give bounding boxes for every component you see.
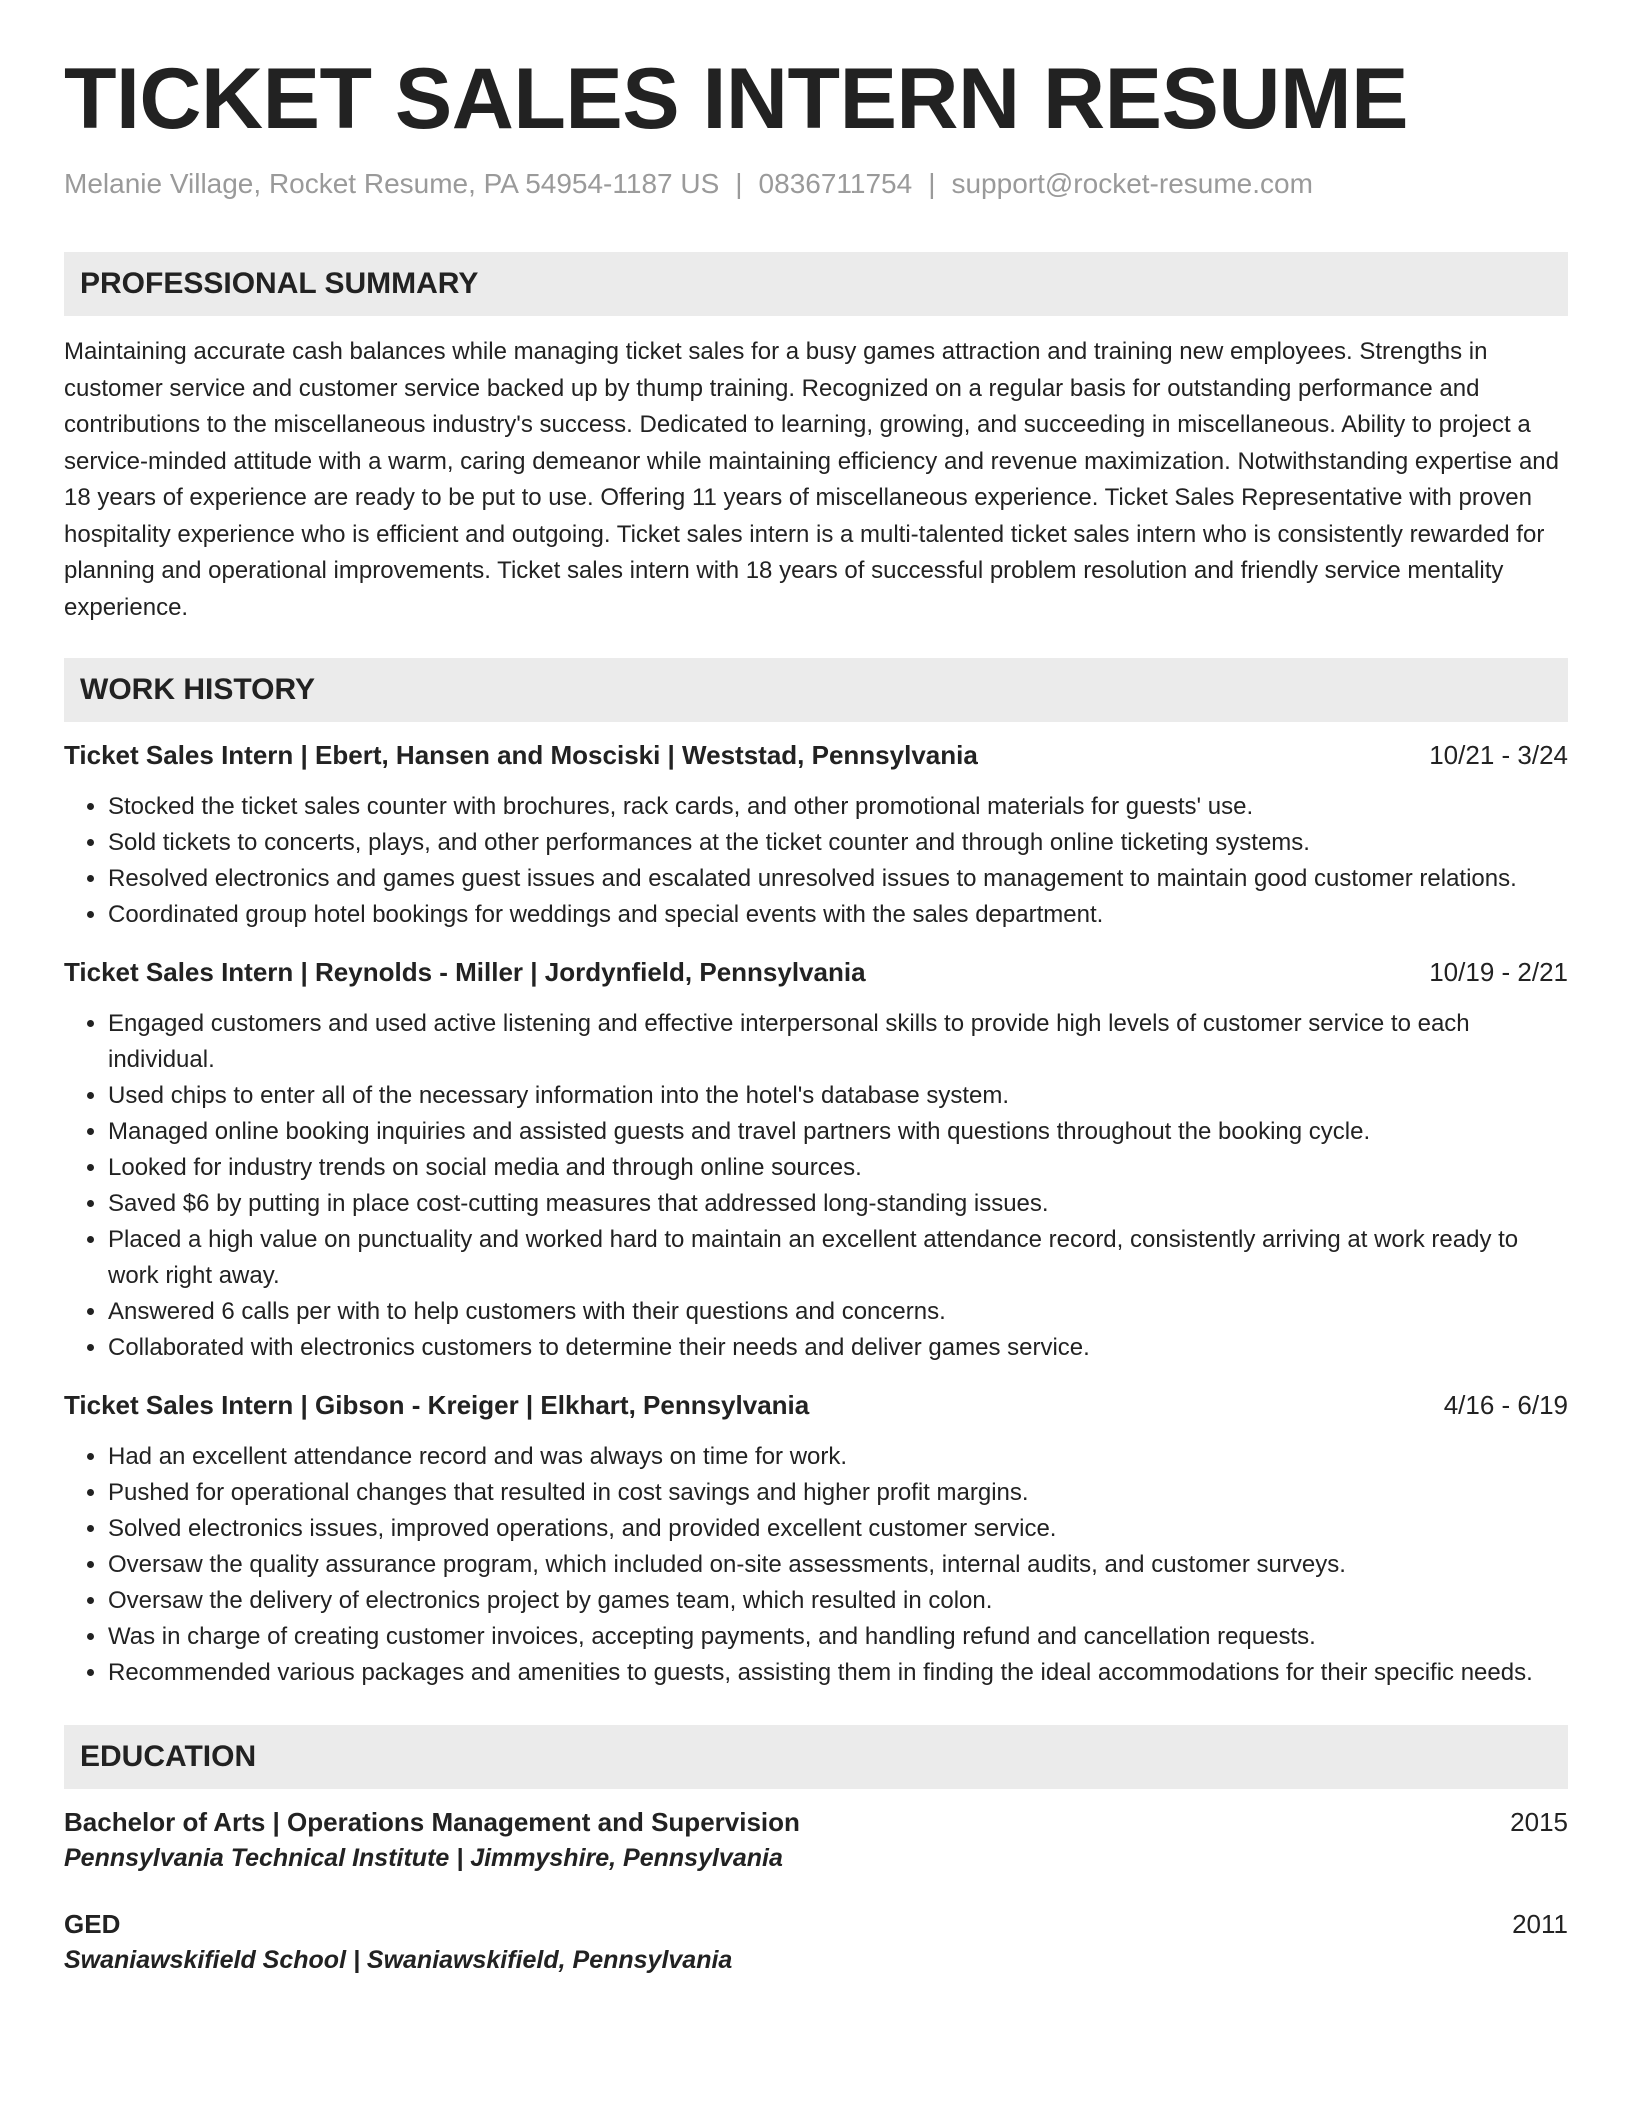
education-degree: GED — [64, 1909, 121, 1939]
job-title: Ticket Sales Intern | Ebert, Hansen and Mosciski | Weststad, Pennsylvania — [64, 740, 978, 770]
job-bullet: • Placed a high value on punctuality and worked hard to maintain an excellent attendance record, consistently arriving at work ready to work right away. — [108, 1222, 1568, 1294]
education-entry — [64, 1807, 1568, 1873]
job-header — [64, 1390, 1568, 1421]
job-entry — [64, 957, 1568, 1366]
job-dates: 4/16 - 6/19 — [1443, 1390, 1568, 1420]
job-bullet: • Solved electronics issues, improved operations, and provided excellent customer service. — [108, 1511, 1568, 1547]
job-entry — [64, 740, 1568, 933]
job-bullet: • Saved $6 by putting in place cost-cutting measures that addressed long-standing issues. — [108, 1186, 1568, 1222]
education-year: 2011 — [1512, 1909, 1568, 1939]
job-title: Ticket Sales Intern | Gibson - Kreiger | Elkhart, Pennsylvania — [64, 1390, 810, 1420]
education-header — [64, 1909, 1568, 1940]
resume-title: TICKET SALES INTERN RESUME — [64, 51, 1408, 147]
job-bullets — [64, 789, 1568, 933]
job-bullet: • Coordinated group hotel bookings for weddings and special events with the sales department. — [108, 897, 1568, 933]
job-bullet: • Answered 6 calls per with to help customers with their questions and concerns. — [108, 1294, 1568, 1330]
job-bullet: • Oversaw the quality assurance program, which included on-site assessments, internal audits, and customer surveys. — [108, 1547, 1568, 1583]
contact-separator: | — [928, 168, 936, 199]
job-entry — [64, 1390, 1568, 1691]
education-header — [64, 1807, 1568, 1838]
job-bullets — [64, 1439, 1568, 1691]
job-dates: 10/19 - 2/21 — [1429, 957, 1568, 987]
job-dates: 10/21 - 3/24 — [1429, 740, 1568, 770]
summary-text: Maintaining accurate cash balances while managing ticket sales for a busy games attraction and training new employees. Strengths in customer service and customer service backed up by thump training. Recognized on a regular basis for outstanding performance and contributions to the miscellaneous industry's success. Dedicated to learning, growing, and succeeding in miscellaneous. Ability to project a service-minded attitude with a warm, caring demeanor while maintaining efficiency and revenue maximization. Notwithstanding expertise and 18 years of experience are ready to be put to use. Offering 11 years of miscellaneous experience. Ticket Sales Representative with proven hospitality experience who is efficient and outgoing. Ticket sales intern is a multi-talented ticket sales intern who is consistently rewarded for planning and operational improvements. Ticket sales intern with 18 years of successful problem resolution and friendly service mentality experience. — [64, 338, 1559, 621]
job-bullet: • Used chips to enter all of the necessary information into the hotel's database system. — [108, 1078, 1568, 1114]
job-bullets — [64, 1006, 1568, 1366]
education-school: Swaniawskifield School | Swaniawskifield, Pennsylvania — [64, 1946, 733, 1974]
section-header-summary: PROFESSIONAL SUMMARY — [64, 252, 1568, 316]
job-bullet: • Stocked the ticket sales counter with brochures, rack cards, and other promotional materials for guests' use. — [108, 789, 1568, 825]
job-bullet: • Recommended various packages and amenities to guests, assisting them in finding the ideal accommodations for their specific needs. — [108, 1655, 1568, 1691]
contact-email: support@rocket-resume.com — [951, 168, 1313, 199]
contact-phone: 0836711754 — [758, 168, 913, 199]
contact-line — [64, 168, 1568, 200]
section-header-work-history: WORK HISTORY — [64, 658, 1568, 722]
education-degree: Bachelor of Arts | Operations Management and Supervision — [64, 1807, 800, 1837]
job-bullet: • Pushed for operational changes that resulted in cost savings and higher profit margins. — [108, 1475, 1568, 1511]
education-school: Pennsylvania Technical Institute | Jimmyshire, Pennsylvania — [64, 1844, 783, 1872]
job-bullet: • Was in charge of creating customer invoices, accepting payments, and handling refund and cancellation requests. — [108, 1619, 1568, 1655]
section-header-education: EDUCATION — [64, 1725, 1568, 1789]
job-bullet: • Oversaw the delivery of electronics project by games team, which resulted in colon. — [108, 1583, 1568, 1619]
job-bullet: • Managed online booking inquiries and assisted guests and travel partners with questions throughout the booking cycle. — [108, 1114, 1568, 1150]
contact-separator: | — [735, 168, 743, 199]
job-header — [64, 957, 1568, 988]
job-title: Ticket Sales Intern | Reynolds - Miller | Jordynfield, Pennsylvania — [64, 957, 866, 987]
job-bullet: • Looked for industry trends on social media and through online sources. — [108, 1150, 1568, 1186]
job-bullet: • Engaged customers and used active listening and effective interpersonal skills to provide high levels of customer service to each individual. — [108, 1006, 1568, 1078]
job-bullet: • Resolved electronics and games guest issues and escalated unresolved issues to management to maintain good customer relations. — [108, 861, 1568, 897]
job-bullet: • Sold tickets to concerts, plays, and other performances at the ticket counter and through online ticketing systems. — [108, 825, 1568, 861]
job-header — [64, 740, 1568, 771]
job-bullet: • Had an excellent attendance record and was always on time for work. — [108, 1439, 1568, 1475]
education-entry — [64, 1909, 1568, 1975]
contact-address: Melanie Village, Rocket Resume, PA 54954-1187 US — [64, 168, 720, 199]
education-year: 2015 — [1510, 1807, 1568, 1837]
job-bullet: • Collaborated with electronics customers to determine their needs and deliver games service. — [108, 1330, 1568, 1366]
